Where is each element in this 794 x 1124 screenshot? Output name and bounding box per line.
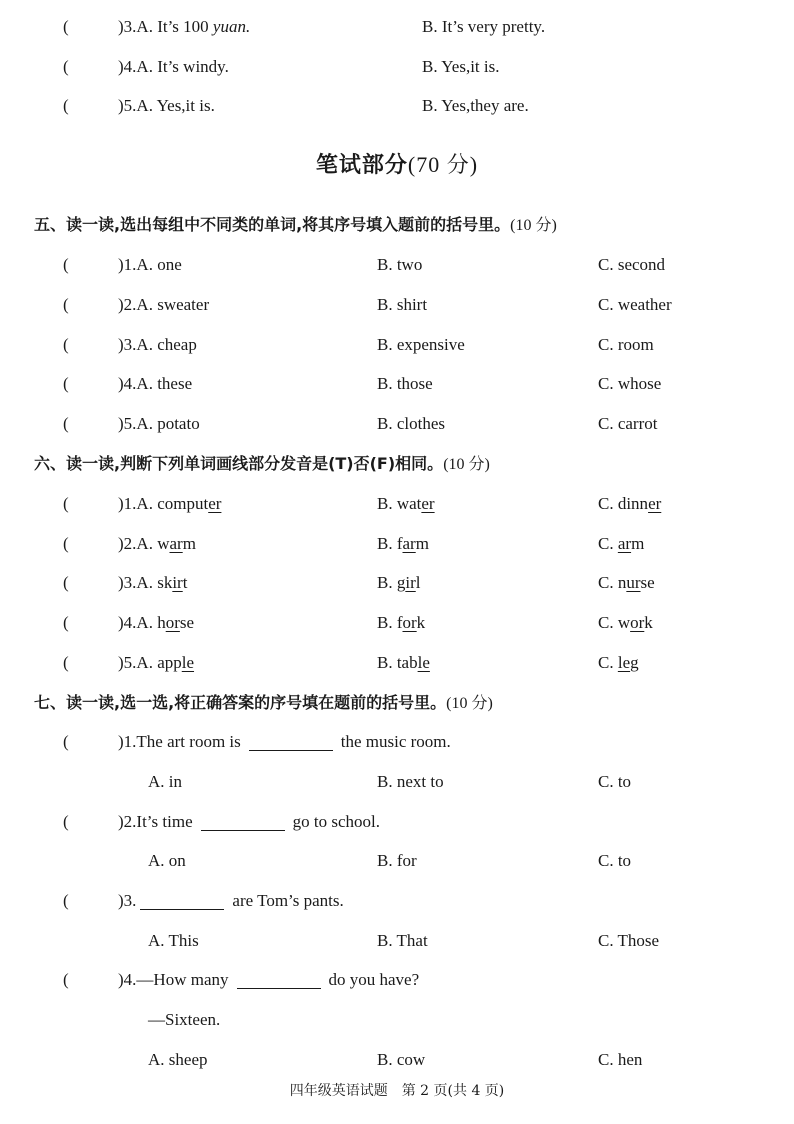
option-b: B. expensive (377, 335, 465, 354)
option-a: A. sheep (148, 1050, 208, 1069)
option-c: C. dinner (598, 494, 662, 513)
option-b: B. cow (377, 1050, 426, 1069)
option-b: B. farm (377, 534, 429, 553)
answer-bracket: ( (63, 534, 69, 553)
section-7-heading: 七、读一读,选一选,将正确答案的序号填在题前的括号里。(10 分) (34, 693, 493, 712)
option-b: B. water (377, 494, 435, 513)
answer-bracket: ( (63, 732, 69, 751)
option-a: )4.A. It’s windy. (118, 57, 229, 76)
s7-question-3 (0, 886, 794, 916)
option-a: )4.A. horse (118, 613, 195, 632)
s7-question-2 (0, 807, 794, 837)
s6-item-1 (0, 489, 794, 519)
answer-bracket: ( (63, 255, 69, 274)
answer-bracket: ( (63, 335, 69, 354)
s7-question-1 (0, 727, 794, 757)
option-b: B. next to (377, 772, 444, 791)
answer-bracket: ( (63, 17, 69, 36)
answer-bracket: ( (63, 891, 69, 910)
answer-bracket: ( (63, 414, 69, 433)
option-c: C. whose (598, 374, 662, 393)
fill-blank (201, 812, 285, 831)
option-b: B. girl (377, 573, 421, 592)
answer-bracket: ( (63, 970, 69, 989)
page-footer: 四年级英语试题 第 2 页(共 4 页) (289, 1083, 505, 1099)
question-text: )4.—How many do you have? (118, 970, 420, 989)
option-a: )3.A. cheap (118, 335, 197, 354)
answer-bracket: ( (63, 812, 69, 831)
s7-options-1 (0, 767, 794, 797)
answer-bracket: ( (63, 57, 69, 76)
option-b: B. fork (377, 613, 426, 632)
option-b: B. two (377, 255, 423, 274)
option-c: C. Those (598, 931, 660, 950)
option-a: A. in (148, 772, 182, 791)
option-b: B. clothes (377, 414, 445, 433)
option-b: B. Yes,it is. (422, 57, 500, 76)
option-c: C. leg (598, 653, 639, 672)
option-c: C. carrot (598, 414, 658, 433)
option-a: )1.A. one (118, 255, 182, 274)
s5-item-1 (0, 250, 794, 280)
answer-bracket: ( (63, 295, 69, 314)
option-a: )2.A. warm (118, 534, 196, 553)
s7-options-2 (0, 846, 794, 876)
option-b: B. for (377, 851, 417, 870)
option-a: )1.A. computer (118, 494, 222, 513)
option-b: B. That (377, 931, 428, 950)
fill-blank (237, 970, 321, 989)
answer-bracket: ( (63, 374, 69, 393)
option-c: C. to (598, 772, 632, 791)
fill-blank (249, 732, 333, 751)
option-c: C. arm (598, 534, 645, 553)
s5-item-5 (0, 409, 794, 439)
option-c: C. to (598, 851, 632, 870)
listening-item-5 (0, 91, 794, 121)
question-text: )1.The art room is the music room. (118, 732, 451, 751)
s7-options-3 (0, 926, 794, 956)
listening-item-4 (0, 52, 794, 82)
answer-bracket: ( (63, 573, 69, 592)
s6-item-4 (0, 608, 794, 638)
s5-item-3 (0, 330, 794, 360)
listening-item-3 (0, 12, 794, 42)
answer-bracket: ( (63, 613, 69, 632)
option-a: )5.A. Yes,it is. (118, 96, 215, 115)
option-c: C. work (598, 613, 653, 632)
written-part-title: 笔试部分(70 分) (315, 152, 479, 178)
option-b: B. shirt (377, 295, 428, 314)
s7-reply-4 (0, 1005, 794, 1035)
option-c: C. weather (598, 295, 672, 314)
s6-item-5 (0, 648, 794, 678)
option-b: B. those (377, 374, 433, 393)
option-b: B. table (377, 653, 430, 672)
option-a: )2.A. sweater (118, 295, 210, 314)
question-text: )3. are Tom’s pants. (118, 891, 344, 910)
question-text: )2.It’s time go to school. (118, 812, 380, 831)
answer-bracket: ( (63, 96, 69, 115)
dialogue-reply: —Sixteen. (148, 1010, 221, 1029)
option-a: )4.A. these (118, 374, 193, 393)
answer-bracket: ( (63, 494, 69, 513)
option-a: A. on (148, 851, 186, 870)
option-b: B. Yes,they are. (422, 96, 529, 115)
s5-item-2 (0, 290, 794, 320)
s6-item-3 (0, 568, 794, 598)
fill-blank (140, 891, 224, 910)
s7-question-4 (0, 965, 794, 995)
s7-options-4 (0, 1045, 794, 1075)
section-5-heading: 五、读一读,选出每组中不同类的单词,将其序号填入题前的括号里。(10 分) (34, 215, 557, 234)
s5-item-4 (0, 369, 794, 399)
s6-item-2 (0, 529, 794, 559)
option-a: )3.A. skirt (118, 573, 188, 592)
option-c: C. nurse (598, 573, 655, 592)
section-6-heading: 六、读一读,判断下列单词画线部分发音是(T)否(F)相同。(10 分) (34, 454, 490, 473)
option-c: C. second (598, 255, 666, 274)
answer-bracket: ( (63, 653, 69, 672)
option-a: )3.A. It’s 100 yuan. (118, 17, 251, 36)
option-a: )5.A. potato (118, 414, 200, 433)
option-a: A. This (148, 931, 199, 950)
option-c: C. room (598, 335, 654, 354)
option-a: )5.A. apple (118, 653, 195, 672)
option-b: B. It’s very pretty. (422, 17, 546, 36)
option-c: C. hen (598, 1050, 643, 1069)
